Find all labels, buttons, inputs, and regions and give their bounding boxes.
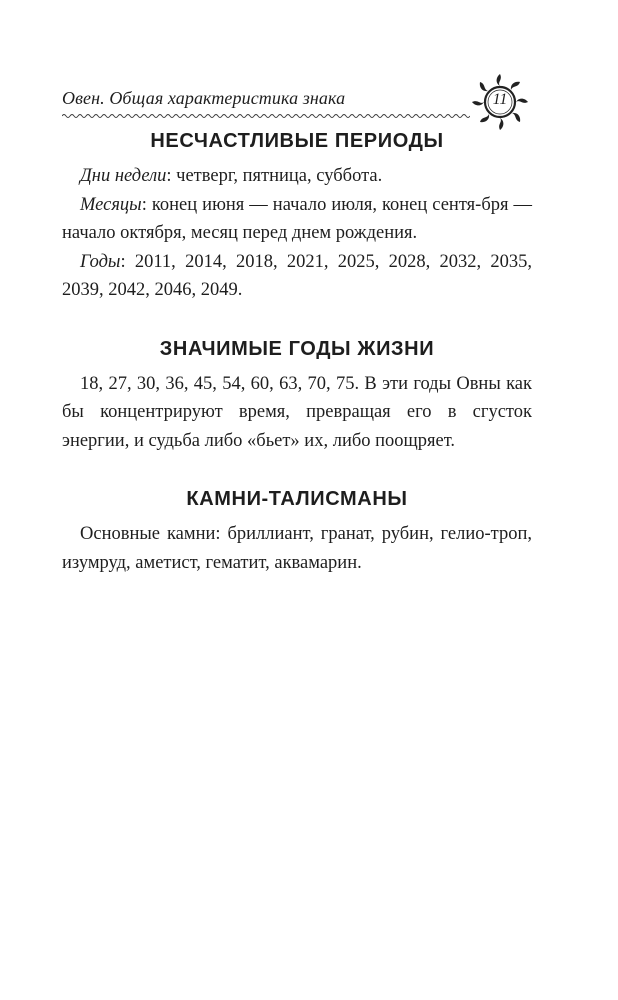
page-number-ornament [470,72,530,132]
page-body [62,124,532,577]
running-head-title: Овен. Общая характеристика знака [62,88,346,108]
paragraph-weekdays [62,162,532,191]
label-years: Годы [80,251,121,272]
text-months: : конец июня — начало июля, конец сентя-бря — начало октября, месяц перед днем рождения. [62,194,532,243]
heading-talisman-stones: КАМНИ-ТАЛИСМАНЫ [186,488,408,510]
text-weekdays: : четверг, пятница, суббота. [166,166,383,186]
label-weekdays: Дни недели [80,166,167,186]
paragraph-months [62,191,532,248]
heading-unlucky-periods: НЕСЧАСТЛИВЫЕ ПЕРИОДЫ [150,130,444,152]
paragraph-significant-years: 18, 27, 30, 36, 45, 54, 60, 63, 70, 75. В эти годы Овны как бы концентрируют время, превращая его в сгусток энергии, и судьба либо «бьет» их, либо поощряет. [62,373,532,451]
paragraph-talisman-stones: Основные камни: бриллиант, гранат, рубин, гелио-троп, изумруд, аметист, гематит, аквамарин. [62,524,532,573]
heading-significant-years: ЗНАЧИМЫЕ ГОДЫ ЖИЗНИ [159,337,435,360]
header-wavy-rule [62,113,470,119]
label-months: Месяцы [80,194,142,215]
text-years: : 2011, 2014, 2018, 2021, 2025, 2028, 2032, 2035, 2039, 2042, 2046, 2049. [62,251,532,300]
page-number: 11 [492,91,508,108]
paragraph-years [62,248,532,305]
